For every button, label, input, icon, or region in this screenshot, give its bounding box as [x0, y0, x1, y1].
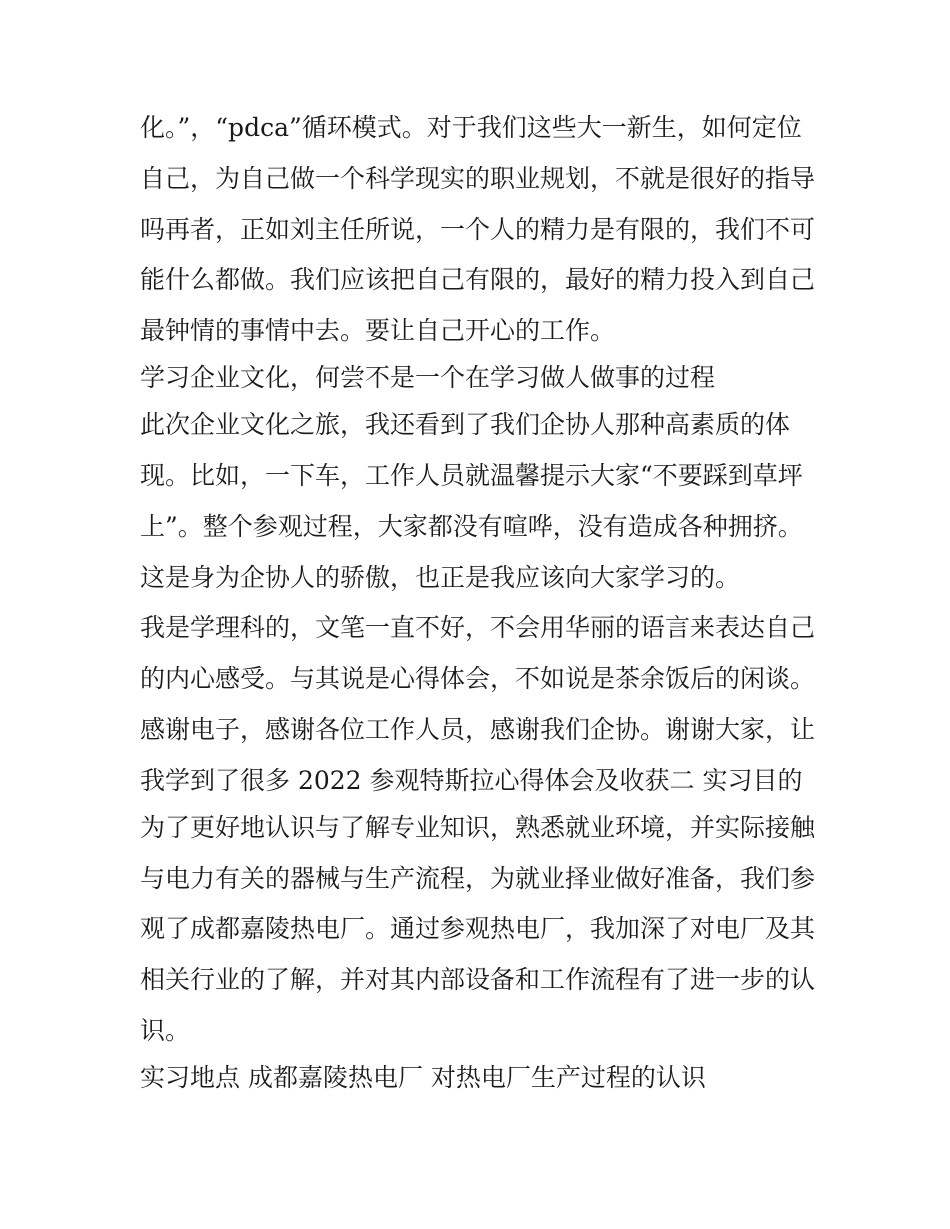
text-line: 吗再者，正如刘主任所说，一个人的精力是有限的，我们不可 [140, 214, 816, 244]
text-line: 自己，为自己做一个科学现实的职业规划，不就是很好的指导 [140, 163, 816, 193]
text-line: 我学到了很多 2022 参观特斯拉心得体会及收获二 实习目的 [140, 765, 803, 795]
text-line: 与电力有关的器械与生产流程，为就业择业做好准备，我们参 [140, 863, 816, 893]
section-heading: 实习地点 成都嘉陵热电厂 对热电厂生产过程的认识 [140, 1062, 706, 1092]
text-line: 这是身为企协人的骄傲，也正是我应该向大家学习的。 [140, 562, 741, 592]
text-line: 相关行业的了解，并对其内部设备和工作流程有了进一步的认 [140, 965, 816, 995]
text-line: 现。比如，一下车，工作人员就温馨提示大家“不要踩到草坪 [140, 460, 803, 490]
text-line: 能什么都做。我们应该把自己有限的，最好的精力投入到自己 [140, 265, 816, 295]
text-line: 为了更好地认识与了解专业知识，熟悉就业环境，并实际接触 [140, 812, 816, 842]
text-line: 感谢电子，感谢各位工作人员，感谢我们企协。谢谢大家，让 [140, 714, 816, 744]
text-line: 识。 [140, 1015, 191, 1045]
text-line: 化。”，“pdca”循环模式。对于我们这些大一新生，如何定位 [140, 113, 802, 142]
text-line: 上”。整个参观过程，大家都没有喧哗，没有造成各种拥挤。 [140, 511, 803, 541]
body-text [140, 108, 820, 1109]
text-line: 最钟情的事情中去。要让自己开心的工作。 [140, 316, 616, 346]
text-line: 观了成都嘉陵热电厂。通过参观热电厂，我加深了对电厂及其 [140, 914, 816, 944]
text-line: 我是学理科的，文笔一直不好，不会用华丽的语言来表达自己 [140, 613, 816, 643]
text-line: 的内心感受。与其说是心得体会，不如说是茶余饭后的闲谈。 [140, 664, 816, 694]
text-line: 此次企业文化之旅，我还看到了我们企协人那种高素质的体 [140, 410, 791, 440]
section-heading: 学习企业文化，何尝不是一个在学习做人做事的过程 [140, 363, 716, 393]
